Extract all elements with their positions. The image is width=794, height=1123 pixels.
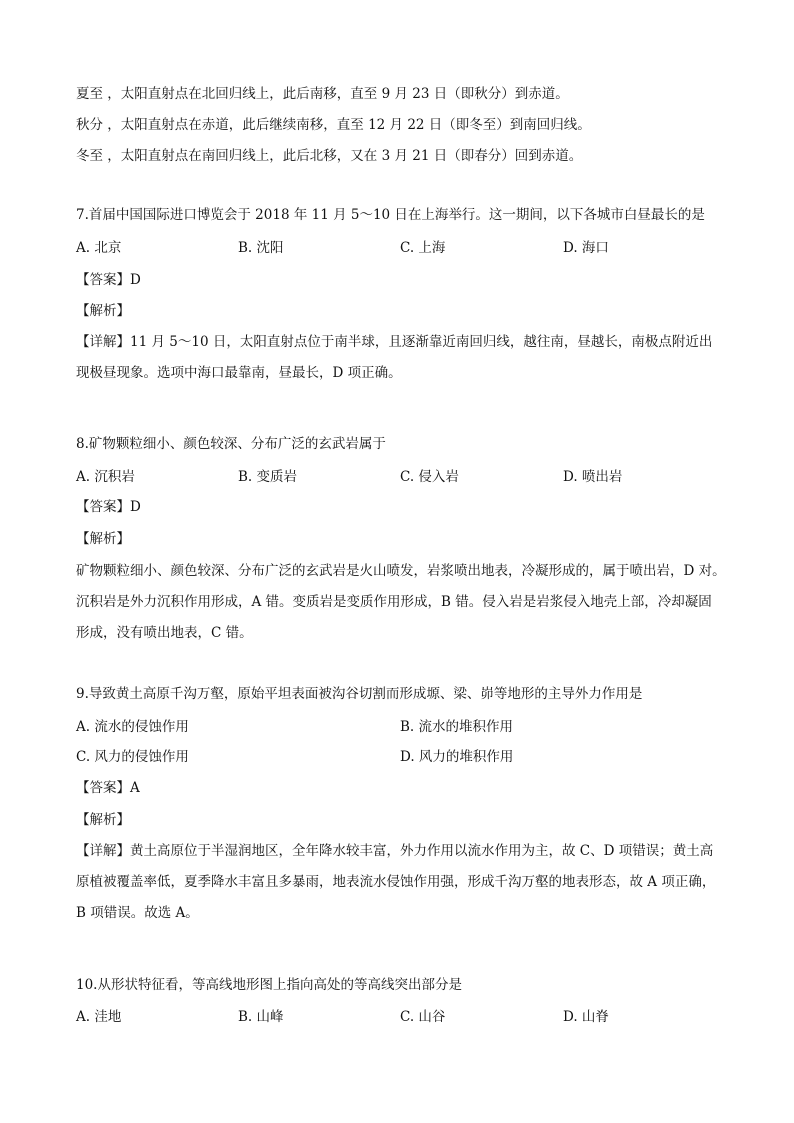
q8-detail-line-1: 矿物颗粒细小、颜色较深、分布广泛的玄武岩是火山喷发，岩浆喷出地表，冷凝形成的，属于喷出岩，D 对。: [76, 563, 726, 579]
q9-analysis-label: 【解析】: [76, 812, 130, 828]
q8-option-a: A. 沉积岩: [76, 469, 135, 485]
q9-detail-line-3: B 项错误。故选 A。: [76, 905, 199, 921]
q7-answer: 【答案】D: [76, 272, 141, 288]
q8-detail-line-3: 形成，没有喷出地表，C 错。: [76, 625, 253, 641]
q10-option-d: D. 山脊: [563, 1009, 609, 1025]
q9-option-c: C. 风力的侵蚀作用: [76, 749, 189, 765]
q10-question: 10.从形状特征看，等高线地形图上指向高处的等高线突出部分是: [76, 977, 462, 993]
q7-option-b: B. 沈阳: [238, 240, 284, 256]
q8-detail-line-2: 沉积岩是外力沉积作用形成，A 错。变质岩是变质作用形成，B 错。侵入岩是岩浆侵入地壳上部，冷却凝固: [76, 594, 712, 610]
q10-option-b: B. 山峰: [238, 1009, 284, 1025]
q9-option-a: A. 流水的侵蚀作用: [76, 719, 189, 735]
q7-option-c: C. 上海: [400, 240, 446, 256]
q9-answer: 【答案】A: [76, 780, 140, 796]
q8-option-c: C. 侵入岩: [400, 469, 459, 485]
q9-question: 9.导致黄土高原千沟万壑，原始平坦表面被沟谷切割而形成塬、梁、峁等地形的主导外力作用是: [76, 686, 643, 702]
q8-analysis-label: 【解析】: [76, 531, 130, 547]
q7-option-d: D. 海口: [563, 240, 609, 256]
q8-question: 8.矿物颗粒细小、颜色较深、分布广泛的玄武岩属于: [76, 436, 386, 452]
q8-answer: 【答案】D: [76, 499, 141, 515]
q7-detail-line-2: 现极昼现象。选项中海口最靠南，昼最长，D 项正确。: [76, 365, 402, 381]
q10-option-a: A. 洼地: [76, 1009, 122, 1025]
intro-line-autumn: 秋分 ，太阳直射点在赤道，此后继续南移，直至 12 月 22 日（即冬至）到南回归线。: [76, 117, 591, 133]
q7-analysis-label: 【解析】: [76, 303, 130, 319]
q7-detail-line-1: 【详解】11 月 5～10 日，太阳直射点位于南半球，且逐渐靠近南回归线，越往南，昼越长，南极点附近出: [76, 334, 713, 350]
intro-line-winter: 冬至 ，太阳直射点在南回归线上，此后北移，又在 3 月 21 日（即春分）回到赤道。: [76, 148, 583, 164]
q8-option-d: D. 喷出岩: [563, 469, 623, 485]
q9-detail-line-2: 原植被覆盖率低，夏季降水丰富且多暴雨，地表流水侵蚀作用强，形成千沟万壑的地表形态，故 A 项正确，: [76, 874, 716, 890]
q9-detail-line-1: 【详解】黄土高原位于半湿润地区，全年降水较丰富，外力作用以流水作用为主，故 C、D 项错误；黄土高: [76, 843, 714, 859]
q7-option-a: A. 北京: [76, 240, 122, 256]
q10-option-c: C. 山谷: [400, 1009, 446, 1025]
q9-option-d: D. 风力的堆积作用: [400, 749, 514, 765]
q8-option-b: B. 变质岩: [238, 469, 298, 485]
intro-line-summer: 夏至 ，太阳直射点在北回归线上，此后南移，直至 9 月 23 日（即秋分）到赤道。: [76, 86, 569, 102]
q9-option-b: B. 流水的堆积作用: [400, 719, 514, 735]
q7-question: 7.首届中国国际进口博览会于 2018 年 11 月 5～10 日在上海举行。这一期间，以下各城市白昼最长的是: [76, 207, 705, 223]
